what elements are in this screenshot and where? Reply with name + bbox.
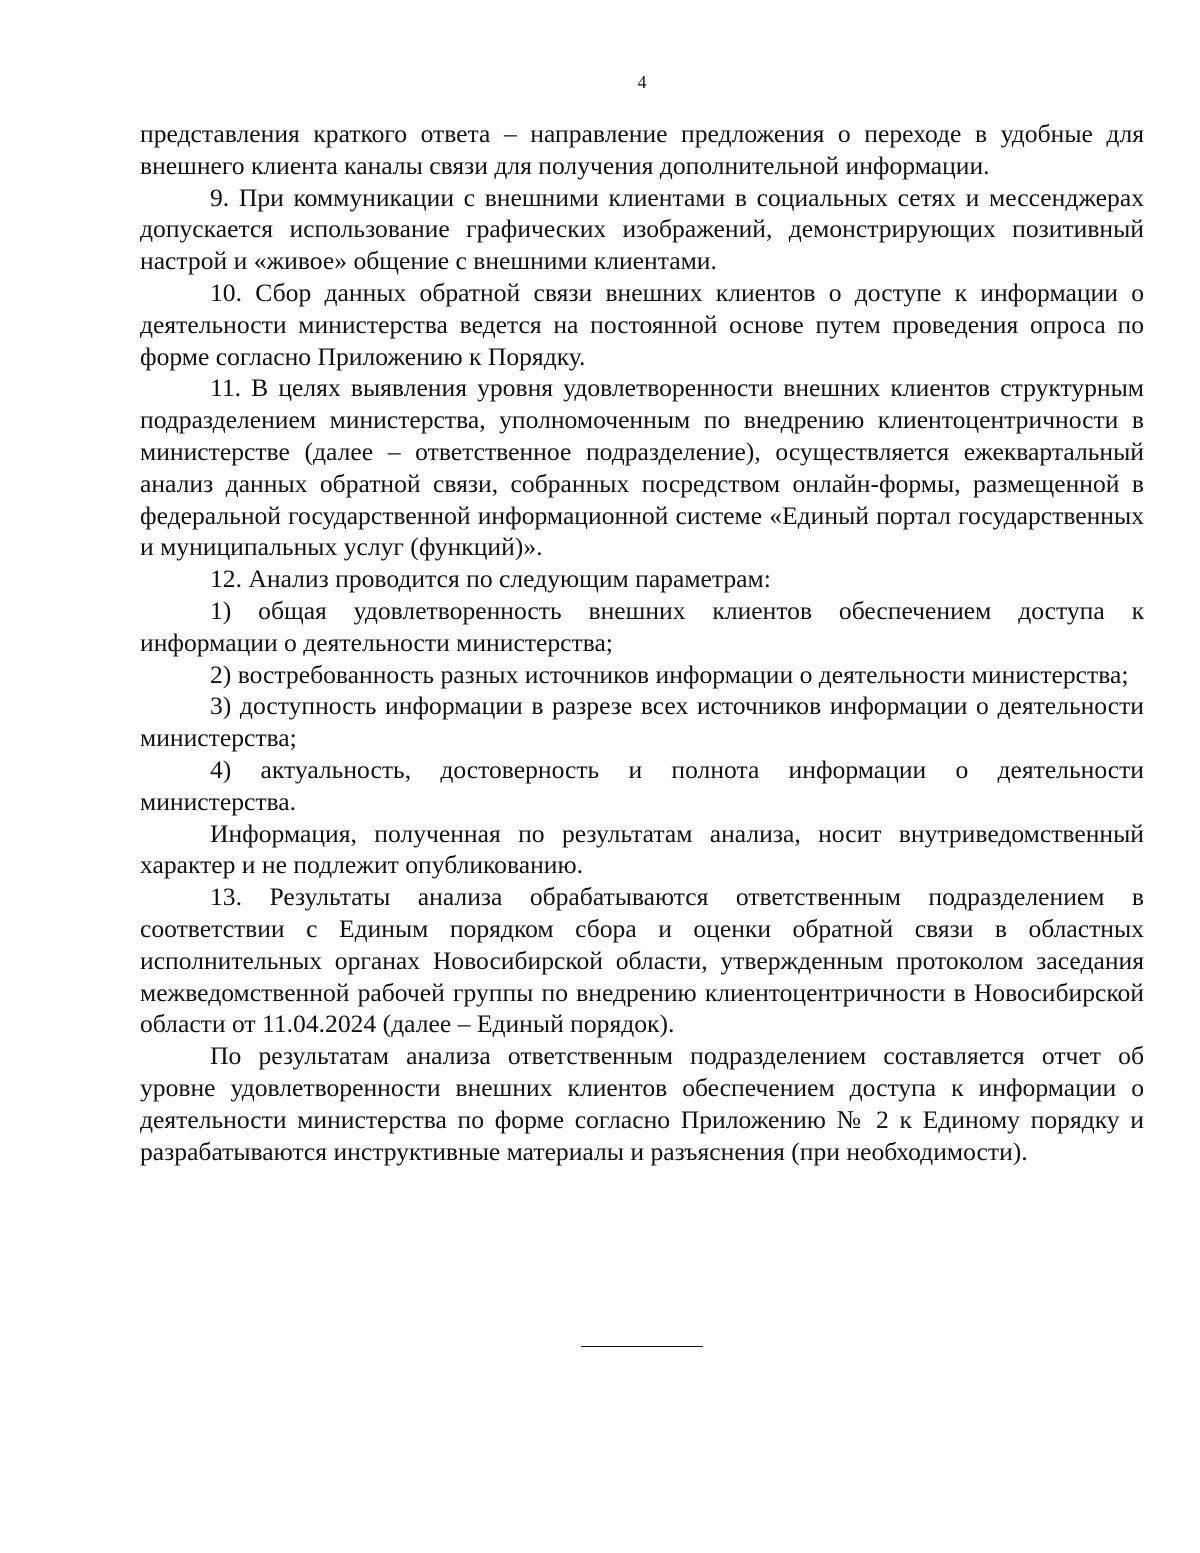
paragraph-item-13: 13. Результаты анализа обрабатываются ответственным подразделением в соответствии с Единым порядком сбора и оценки обратной связи в областных исполнительных органах Новосибирской области, утвержденным протоколом заседания межведомственной рабочей группы по внедрению клиентоцентричности в Новосибирской области от 11.04.2024 (далее – Единый порядок). (140, 882, 1144, 1039)
paragraph-confidentiality: Информация, полученная по результатам анализа, носит внутриведомственный характер и не подлежит опубликованию. (140, 818, 1144, 880)
parameter-item-4: 4) актуальность, достоверность и полнота информации о деятельности министерства. (140, 754, 1144, 816)
document-body (140, 118, 1144, 1167)
end-separator-line (581, 1346, 703, 1347)
parameter-item-2: 2) востребованность разных источников информации о деятельности министерства; (210, 659, 1129, 689)
paragraph-continuation: представления краткого ответа – направление предложения о переходе в удобные для внешнего клиента каналы связи для получения дополнительной информации. (140, 119, 1144, 180)
paragraph-item-12: 12. Анализ проводится по следующим параметрам: (210, 564, 771, 594)
paragraph-item-9: 9. При коммуникации с внешними клиентами в социальных сетях и мессенджерах допускается использование графических изображений, демонстрирующих позитивный настрой и «живое» общение с внешними клиентами. (140, 182, 1144, 276)
parameter-item-1: 1) общая удовлетворенность внешних клиентов обеспечением доступа к информации о деятельности министерства; (140, 595, 1144, 657)
paragraph-item-11: 11. В целях выявления уровня удовлетворенности внешних клиентов структурным подразделением министерства, уполномоченным по внедрению клиентоцентричности в министерстве (далее – ответственное подразделение), осуществляется ежеквартальный анализ данных обратной связи, собранных посредством онлайн-формы, размещенной в федеральной государственной информационной системе «Единый портал государственных и муниципальных услуг (функций)». (140, 373, 1144, 562)
parameter-item-3: 3) доступность информации в разрезе всех источников информации о деятельности министерства; (140, 691, 1144, 753)
paragraph-item-10: 10. Сбор данных обратной связи внешних клиентов о доступе к информации о деятельности министерства ведется на постоянной основе путем проведения опроса по форме согласно Приложению к Порядку. (140, 277, 1144, 371)
paragraph-report: По результатам анализа ответственным подразделением составляется отчет об уровне удовлетворенности внешних клиентов обеспечением доступа к информации о деятельности министерства по форме согласно Приложению № 2 к Единому порядку и разрабатываются инструктивные материалы и разъяснения (при необходимости). (140, 1041, 1144, 1166)
page-number: 4 (637, 72, 647, 92)
